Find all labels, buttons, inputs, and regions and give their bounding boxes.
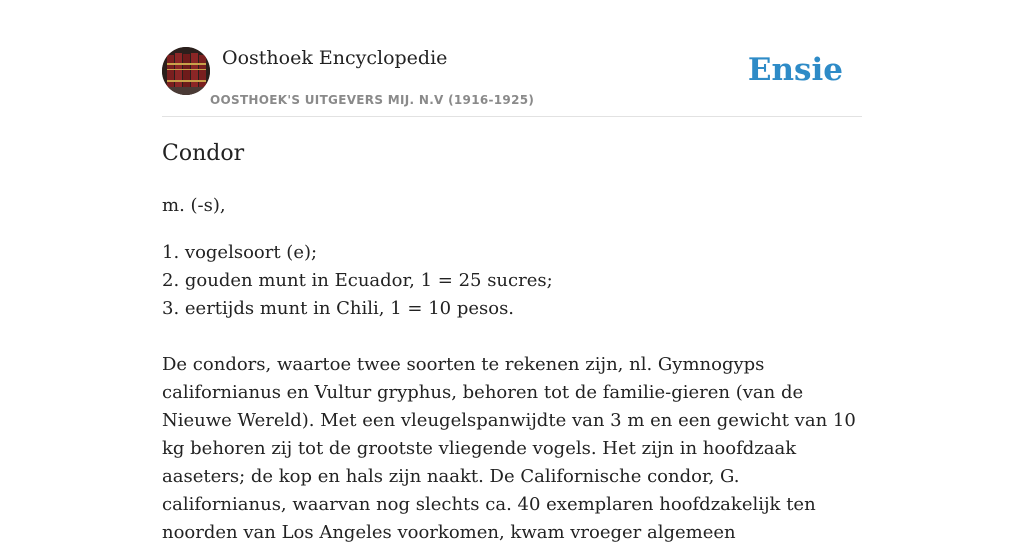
source-title[interactable]: Oosthoek Encyclopedie [222,47,448,69]
source-avatar[interactable] [162,47,210,95]
article-title: Condor [162,141,245,166]
grammar-note: m. (-s), [162,195,226,216]
definition-list [162,239,553,323]
encyclopedia-books-icon [162,47,210,95]
source-header [162,46,862,117]
definition-item: 1. vogelsoort (e); [162,242,318,263]
definition-item: 2. gouden munt in Ecuador, 1 = 25 sucres; [162,270,553,291]
page [162,0,862,543]
article-body: De condors, waartoe twee soorten te rekenen zijn, nl. Gymnogyps californianus en Vultur gryphus, behoren tot de familie-gieren (van de Nieuwe Wereld). Met een vleugelspanwijdte van 3 m en een gewicht van 10 kg behoren zij tot de grootste vliegende vogels. Het zijn in hoofdzaak aaseters; de kop en hals zijn naakt. De Californische condor, G. californianus, waarvan nog slechts ca. 40 exemplaren hoofdzakelijk ten noorden van Los Angeles voorkomen, kwam vroeger algemeen [162,354,856,543]
brand-logo[interactable]: Ensie [747,52,843,88]
source-subtitle: OOSTHOEK'S UITGEVERS MIJ. N.V (1916-1925) [210,93,535,107]
definition-item: 3. eertijds munt in Chili, 1 = 10 pesos. [162,298,515,319]
